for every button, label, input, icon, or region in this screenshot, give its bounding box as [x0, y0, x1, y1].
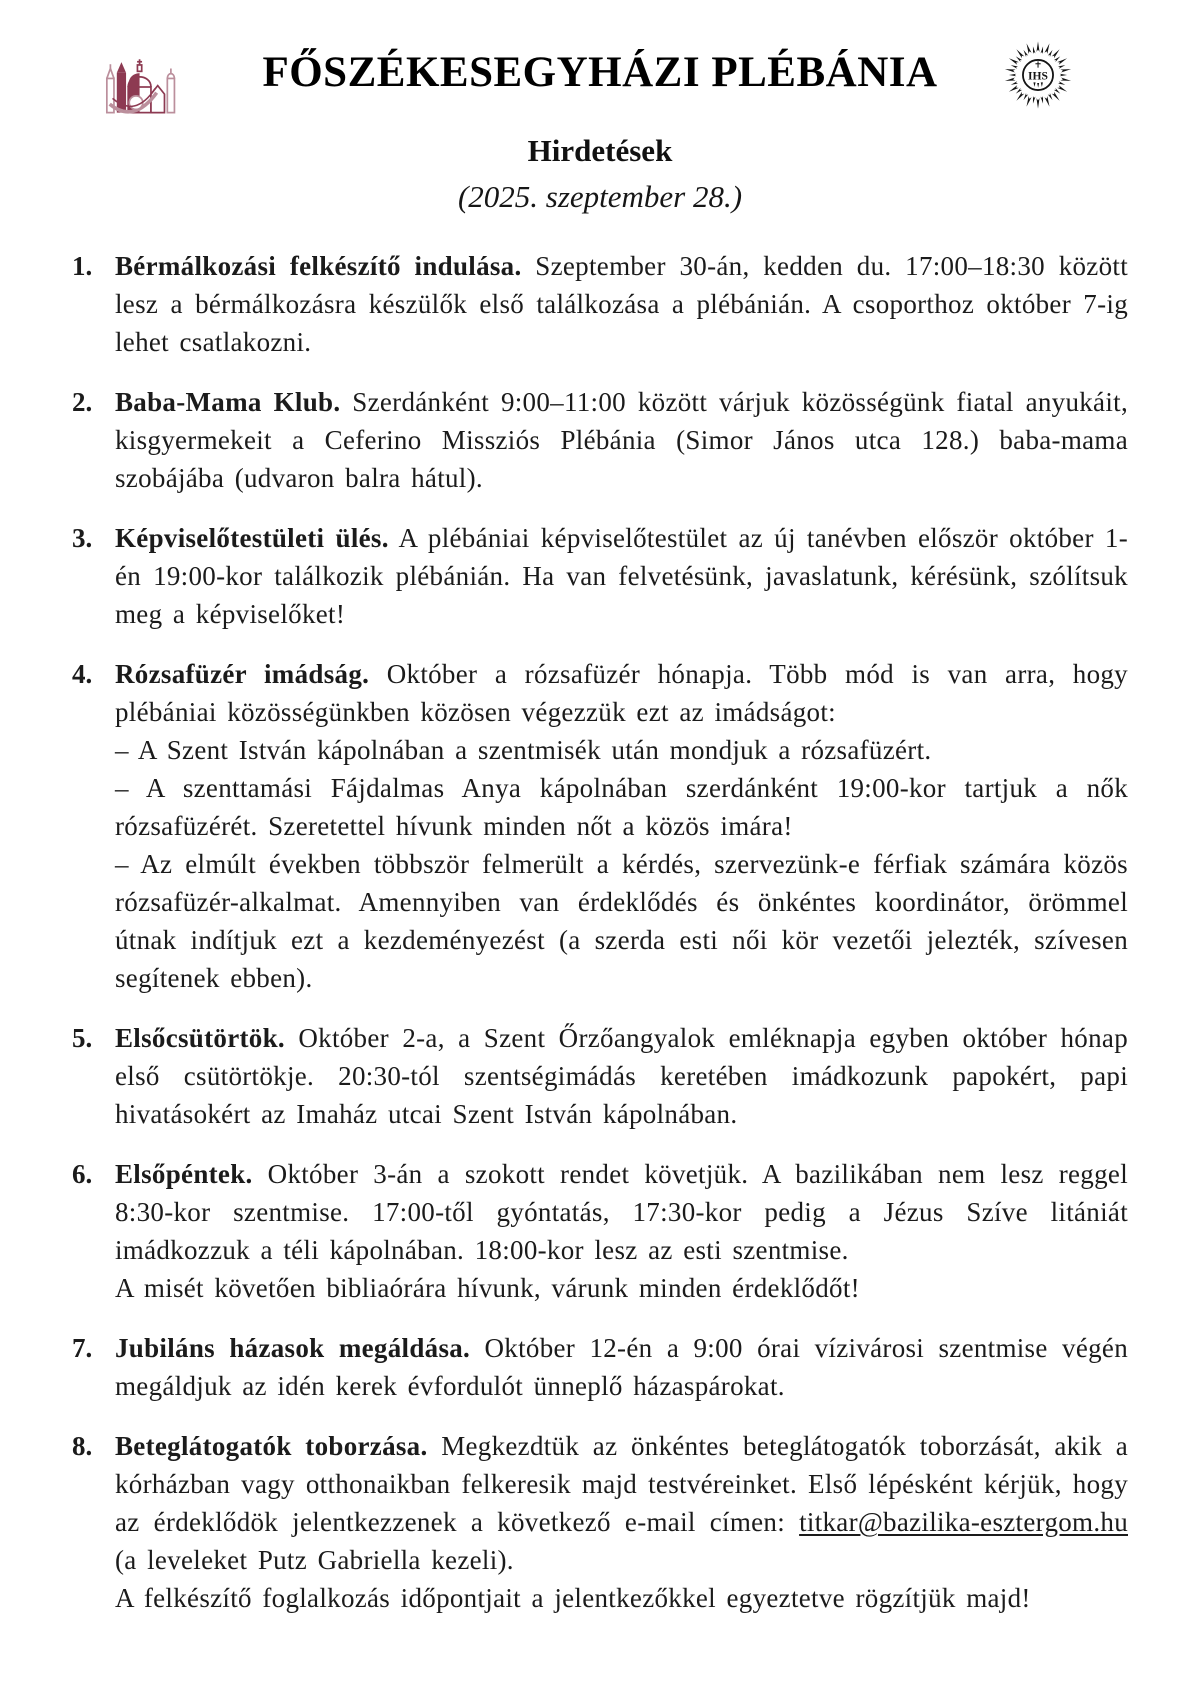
announcement-list — [66, 247, 1128, 1639]
announcement-item — [66, 247, 1128, 361]
svg-text:IHS: IHS — [1028, 70, 1048, 83]
paragraph: Baba-Mama Klub. Szerdánként 9:00–11:00 között várjuk közösségünk fiatal anyukáit, kisgyermekeit a Ceferino Missziós Plébánia (Simor János utca 128.) baba-mama szobájába (udvaron balra hátul). — [115, 387, 1128, 493]
paragraph: Elsőcsütörtök. Október 2-a, a Szent Őrzőangyalok emléknapja egyben október hónap első csütörtökje. 20:30-tól szentségimádás keretében imádkozunk papokért, papi hivatásokért az Imaház utcai Szent István kápolnában. — [115, 1023, 1128, 1129]
item-title: Beteglátogatók toborzása. — [115, 1431, 428, 1461]
item-title: Rózsafüzér imádság. — [115, 659, 370, 689]
item-title: Képviselőtestületi ülés. — [115, 523, 389, 553]
item-number: 2. — [72, 387, 93, 417]
announcements-heading: Hirdetések — [527, 133, 673, 168]
item-content — [115, 1019, 1128, 1133]
item-number: 7. — [72, 1333, 93, 1363]
paragraph: Rózsafüzér imádság. Október a rózsafüzér hónapja. Több mód is van arra, hogy plébániai közösségünkben közösen végezzük ezt az imádságot: — [115, 659, 1128, 727]
announcement-item — [66, 655, 1128, 997]
date-line: (2025. szeptember 28.) — [457, 179, 743, 214]
paragraph: – Az elmúlt években többször felmerült a kérdés, szervezünk-e férfiak számára közös rózsafüzér-alkalmat. Amennyiben van érdeklődés és önkéntes koordinátor, örömmel útnak indítjuk ezt a kezdeményezést (a szerda esti női kör vezetői jelezték, szívesen segítenek ebben). — [115, 849, 1128, 993]
item-number: 3. — [72, 523, 93, 553]
paragraph: – A szenttamási Fájdalmas Anya kápolnában szerdánként 19:00-kor tartjuk a nők rózsafüzérét. Szeretettel hívunk minden nőt a közös imára! — [115, 773, 1128, 841]
announcement-item — [66, 1155, 1128, 1307]
item-title: Bérmálkozási felkészítő indulása. — [115, 251, 522, 281]
announcement-item — [66, 1427, 1128, 1617]
announcement-item — [66, 383, 1128, 497]
item-number: 5. — [72, 1023, 93, 1053]
announcement-item — [66, 1329, 1128, 1405]
item-content — [115, 655, 1128, 997]
item-title: Elsőpéntek. — [115, 1159, 253, 1189]
paragraph: A misét követően bibliaórára hívunk, várunk minden érdeklődőt! — [115, 1273, 860, 1303]
item-content — [115, 519, 1128, 633]
item-content — [115, 247, 1128, 361]
item-title: Elsőcsütörtök. — [115, 1023, 285, 1053]
paragraph: Elsőpéntek. Október 3-án a szokott rendet követjük. A bazilikában nem lesz reggel 8:30-kor szentmise. 17:00-től gyóntatás, 17:30-kor pedig a Jézus Szíve litániát imádkozzuk a téli kápolnában. 18:00-kor lesz az esti szentmise. — [115, 1159, 1128, 1265]
item-title: Baba-Mama Klub. — [115, 387, 341, 417]
item-content — [115, 1329, 1128, 1405]
item-title: Jubiláns házasok megáldása. — [115, 1333, 471, 1363]
item-content — [115, 383, 1128, 497]
paragraph: – A Szent István kápolnában a szentmisék után mondjuk a rózsafüzért. — [115, 735, 932, 765]
paragraph: Jubiláns házasok megáldása. Október 12-én a 9:00 órai vízivárosi szentmise végén megáldjuk az idén kerek évfordulót ünneplő házaspárokat. — [115, 1333, 1129, 1401]
page-title: FŐSZÉKESEGYHÁZI PLÉBÁNIA — [262, 49, 938, 96]
paragraph: Képviselőtestületi ülés. A plébániai képviselőtestület az új tanévben először október 1-én 19:00-kor találkozik plébánián. Ha van felvetésünk, javaslatunk, kérésünk, szólítsuk meg a képviselőket! — [115, 523, 1128, 629]
item-number: 8. — [72, 1431, 93, 1461]
item-content — [115, 1427, 1128, 1617]
paragraph: Bérmálkozási felkészítő indulása. Szeptember 30-án, kedden du. 17:00–18:30 között lesz a bérmálkozásra készülők első találkozása a plébánián. A csoporthoz október 7-ig lehet csatlakozni. — [115, 251, 1128, 357]
announcement-item — [66, 1019, 1128, 1133]
item-number: 6. — [72, 1159, 93, 1189]
announcement-item — [66, 519, 1128, 633]
paragraph: A felkészítő foglalkozás időpontjait a jelentkezőkkel egyeztetve rögzítjük majd! — [115, 1583, 1031, 1613]
item-number: 4. — [72, 659, 93, 689]
email-link[interactable]: titkar@bazilika-esztergom.hu — [799, 1507, 1128, 1537]
paragraph: Beteglátogatók toborzása. Megkezdtük az önkéntes beteglátogatók toborzását, akik a kórházban vagy otthonaikban felkeresik majd testvéreinket. Első lépésként kérjük, hogy az érdeklődök jelentkezzenek a következő e-mail címen: titkar@bazilika-esztergom.hu (a leveleket Putz Gabriella kezeli). — [115, 1431, 1128, 1575]
item-content — [115, 1155, 1128, 1307]
item-number: 1. — [72, 251, 93, 281]
